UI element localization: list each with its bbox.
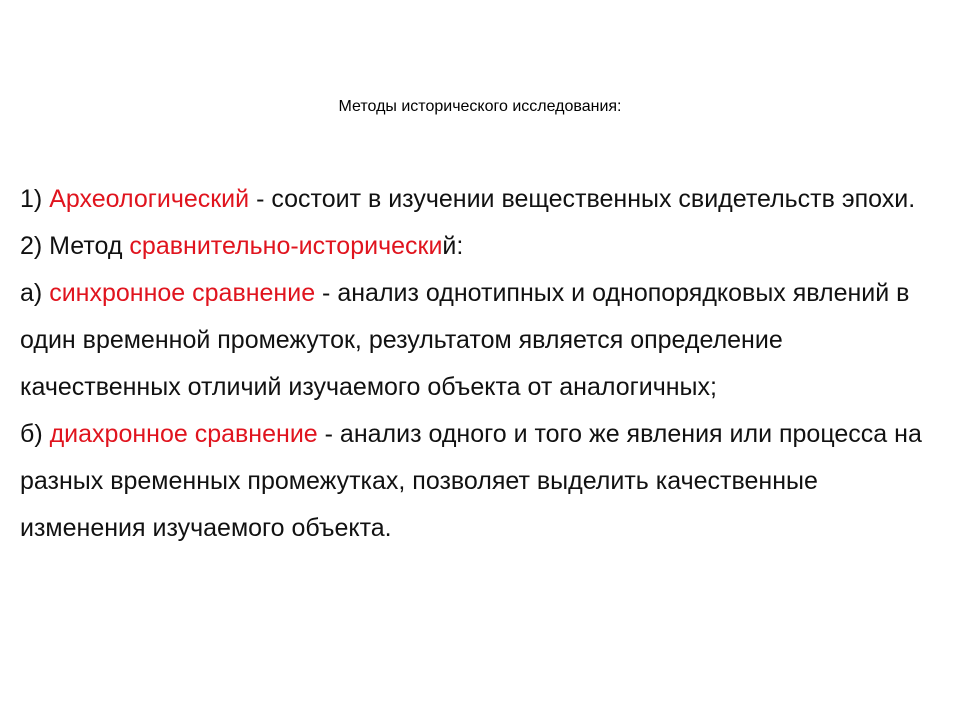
slide-title: Методы исторического исследования: xyxy=(338,98,622,115)
item-prefix: 2) Метод xyxy=(20,232,130,260)
list-item-comparative-historical xyxy=(20,223,945,270)
item-prefix: б) xyxy=(20,420,50,448)
item-prefix: 1) xyxy=(20,185,50,213)
item-prefix: а) xyxy=(20,279,50,307)
slide-content xyxy=(20,176,945,552)
item-description: - анализ однотипных и однопорядковых явлений в один временной промежуток, результатом является определение качественных отличий изучаемого объекта от аналогичных; xyxy=(20,279,910,401)
list-item-synchronic-comparison xyxy=(20,270,945,411)
item-description: - анализ одного и того же явления или процесса на разных временных промежутках, позволяет выделить качественные изменения изучаемого объекта. xyxy=(20,420,922,542)
item-description: й: xyxy=(442,232,464,260)
item-description: - состоит в изучении вещественных свидетельств эпохи. xyxy=(249,185,916,213)
item-term: Археологический xyxy=(49,185,250,213)
item-term: сравнительно-исторически xyxy=(129,232,443,260)
item-term: диахронное сравнение xyxy=(49,420,318,448)
item-term: синхронное сравнение xyxy=(49,279,316,307)
list-item-archaeological xyxy=(20,176,945,223)
list-item-diachronic-comparison xyxy=(20,411,945,552)
